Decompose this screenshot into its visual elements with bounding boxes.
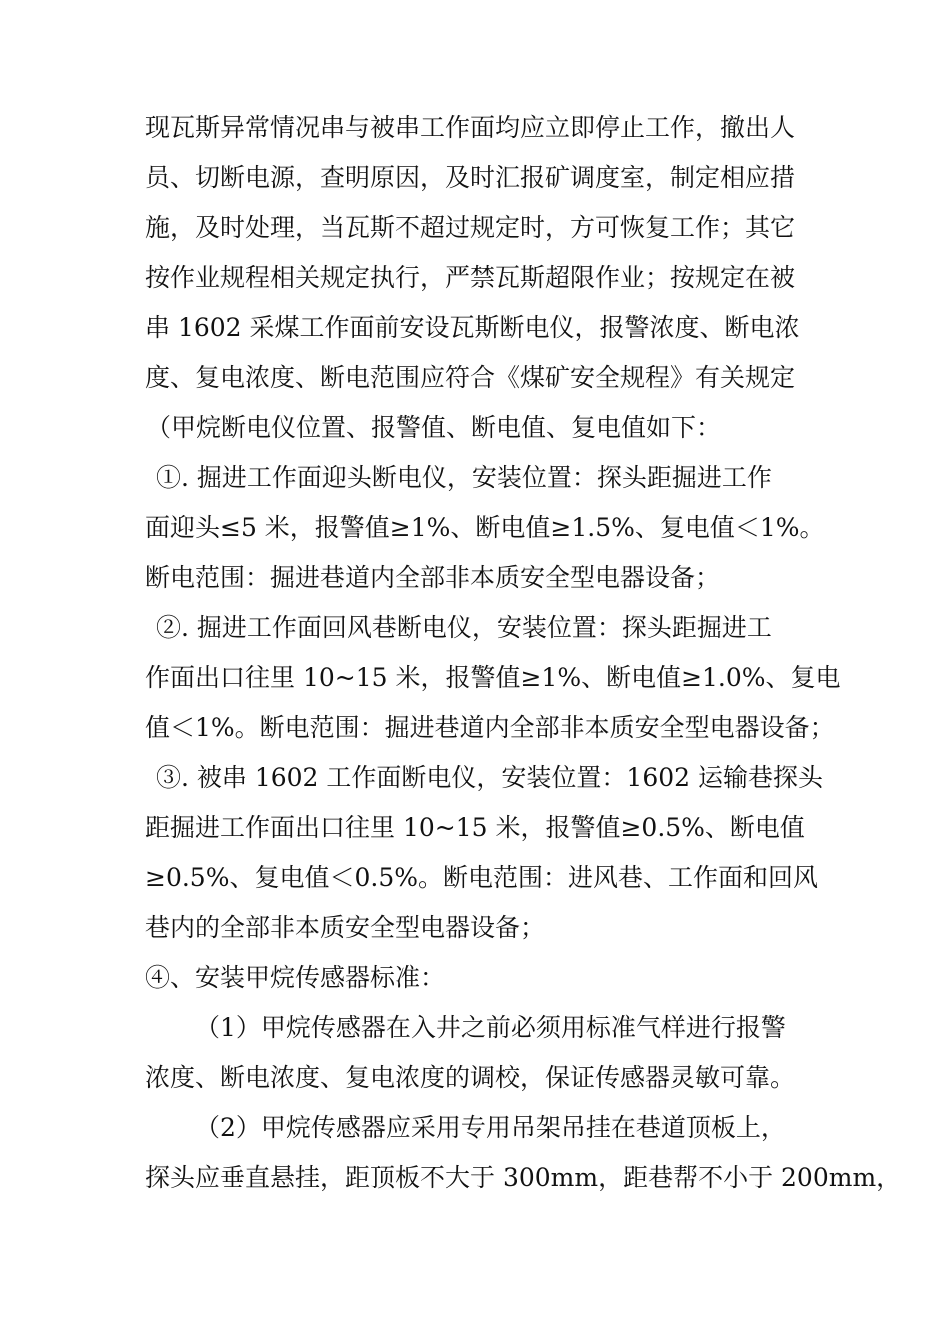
text-line-13: 值＜1%。断电范围：掘进巷道内全部非本质安全型电器设备； (145, 713, 835, 742)
text-line-11: ②. 掘进工作面回风巷断电仪，安装位置：探头距掘进工 (156, 613, 772, 642)
text-line-4: 按作业规程相关规定执行，严禁瓦斯超限作业；按规定在被 (145, 263, 796, 292)
text-line-15: 距掘进工作面出口往里 10~15 米，报警值≥0.5%、断电值 (145, 813, 805, 842)
text-line-16: ≥0.5%、复电值＜0.5%。断电范围：进风巷、工作面和回风 (145, 863, 818, 892)
text-line-12: 作面出口往里 10~15 米，报警值≥1%、断电值≥1.0%、复电 (145, 663, 841, 692)
text-line-7: （甲烷断电仪位置、报警值、断电值、复电值如下： (146, 413, 722, 442)
text-line-5: 串 1602 采煤工作面前安设瓦斯断电仪，报警浓度、断电浓 (145, 313, 800, 342)
text-line-10: 断电范围：掘进巷道内全部非本质安全型电器设备； (145, 563, 721, 592)
text-line-22: 探头应垂直悬挂，距顶板不大于 300mm，距巷帮不小于 200mm， (145, 1163, 902, 1192)
text-line-20: 浓度、断电浓度、复电浓度的调校，保证传感器灵敏可靠。 (145, 1063, 796, 1092)
text-line-8: ①. 掘进工作面迎头断电仪，安装位置：探头距掘进工作 (156, 463, 772, 492)
text-line-3: 施，及时处理，当瓦斯不超过规定时，方可恢复工作；其它 (145, 213, 796, 242)
text-line-18: ④、安装甲烷传感器标准： (145, 963, 446, 992)
text-line-17: 巷内的全部非本质安全型电器设备； (145, 913, 546, 942)
text-line-1: 现瓦斯异常情况串与被串工作面均应立即停止工作，撤出人 (145, 113, 796, 142)
text-line-9: 面迎头≤5 米，报警值≥1%、断电值≥1.5%、复电值＜1%。 (145, 513, 825, 542)
text-line-2: 员、切断电源，查明原因，及时汇报矿调度室，制定相应措 (145, 163, 796, 192)
text-line-6: 度、复电浓度、断电范围应符合《煤矿安全规程》有关规定 (145, 363, 796, 392)
text-line-14: ③. 被串 1602 工作面断电仪，安装位置：1602 运输巷探头 (156, 763, 823, 792)
text-line-19: （1）甲烷传感器在入井之前必须用标准气样进行报警 (195, 1013, 786, 1042)
text-line-21: （2）甲烷传感器应采用专用吊架吊挂在巷道顶板上， (195, 1113, 786, 1142)
